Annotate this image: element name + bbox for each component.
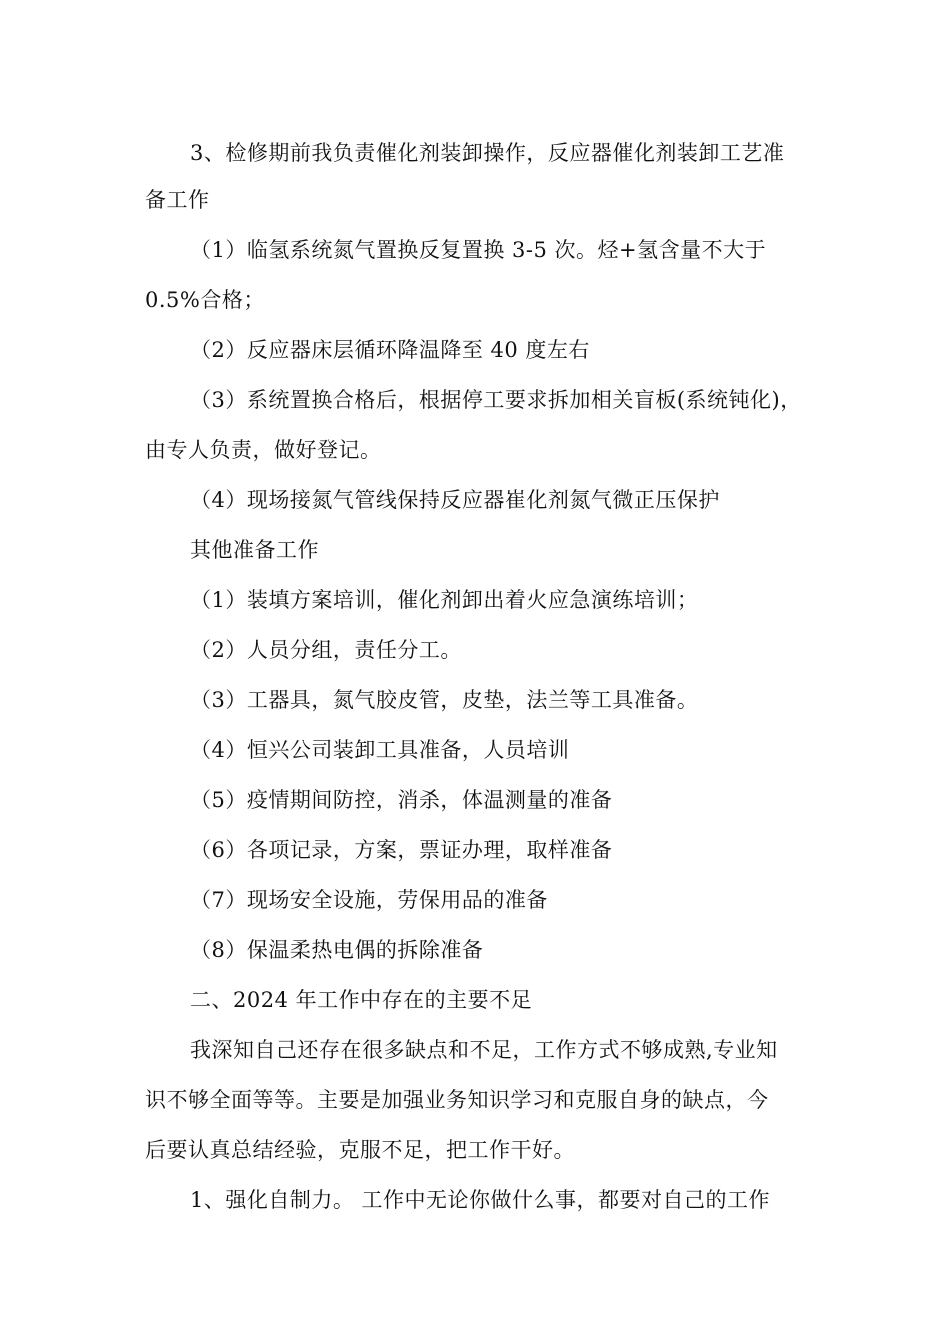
list-item: （2）反应器床层循环降温降至 40 度左右 bbox=[190, 338, 590, 362]
list-item: （2）人员分组，责任分工。 bbox=[190, 638, 462, 662]
list-item: （8）保温柔热电偶的拆除准备 bbox=[190, 938, 484, 962]
list-item: （3）工器具，氮气胶皮管，皮垫，法兰等工具准备。 bbox=[190, 688, 699, 712]
paragraph-line: 我深知自己还存在很多缺点和不足，工作方式不够成熟,专业知 bbox=[190, 1038, 778, 1062]
paragraph-line: 3、检修期前我负责催化剂装卸操作，反应器催化剂装卸工艺准 bbox=[190, 141, 785, 165]
paragraph-line: 0.5%合格； bbox=[145, 288, 265, 312]
section-heading: 二、2024 年工作中存在的主要不足 bbox=[190, 988, 533, 1012]
list-item: （6）各项记录，方案，票证办理，取样准备 bbox=[190, 838, 613, 862]
paragraph-line: 由专人负责，做好登记。 bbox=[145, 438, 382, 462]
paragraph-line: 后要认真总结经验，克服不足，把工作干好。 bbox=[145, 1138, 575, 1162]
list-item: （4）现场接氮气管线保持反应器崔化剂氮气微正压保护 bbox=[190, 488, 720, 512]
paragraph-line: 识不够全面等等。主要是加强业务知识学习和克服自身的缺点，今 bbox=[145, 1088, 769, 1112]
list-item: （7）现场安全设施，劳保用品的准备 bbox=[190, 888, 548, 912]
paragraph-line: 1、强化自制力。 工作中无论你做什么事，都要对自己的工作 bbox=[190, 1188, 771, 1212]
list-item: （1）装填方案培训，催化剂卸出着火应急演练培训； bbox=[190, 588, 699, 612]
list-item: （4）恒兴公司装卸工具准备，人员培训 bbox=[190, 738, 570, 762]
section-heading: 其他准备工作 bbox=[190, 538, 319, 562]
list-item: （3）系统置换合格后，根据停工要求拆加相关盲板(系统钝化)， bbox=[190, 388, 802, 412]
list-item: （1）临氢系统氮气置换反复置换 3-5 次。烃+氢含量不大于 bbox=[190, 238, 767, 262]
list-item: （5）疫情期间防控，消杀，体温测量的准备 bbox=[190, 788, 613, 812]
paragraph-line: 备工作 bbox=[145, 188, 210, 212]
